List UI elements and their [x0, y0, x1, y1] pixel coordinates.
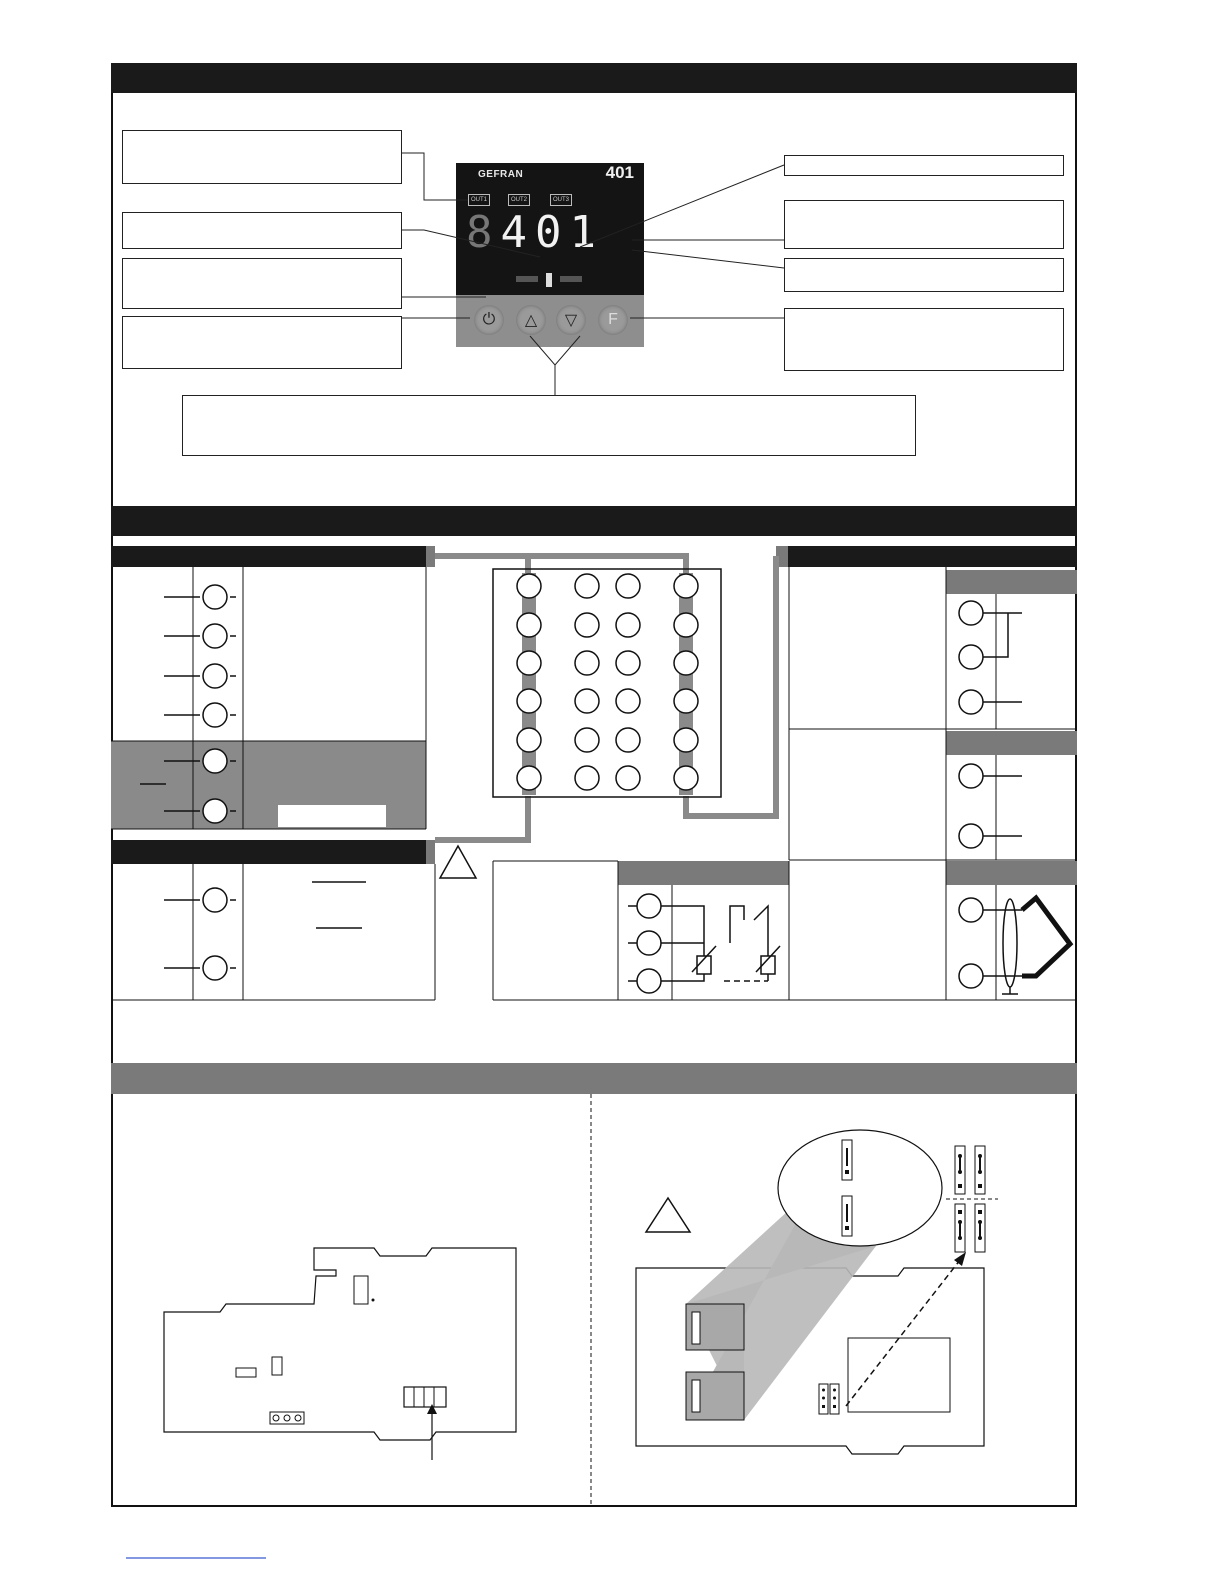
- seven-segment-display: 8401: [466, 207, 604, 258]
- device-model: 401: [605, 163, 634, 182]
- out1-indicator: OUT1: [468, 194, 490, 206]
- out2-indicator: OUT2: [508, 194, 530, 206]
- out3-indicator: OUT3: [550, 194, 572, 206]
- warning-triangle-icon: [646, 1198, 690, 1232]
- power-key[interactable]: ⏻: [474, 305, 504, 335]
- f-key[interactable]: F: [598, 305, 628, 335]
- down-arrow-key[interactable]: ▽: [556, 305, 586, 335]
- display-value: 401: [500, 207, 604, 258]
- device-brand: GEFRAN: [478, 169, 524, 180]
- up-arrow-key[interactable]: △: [516, 305, 546, 335]
